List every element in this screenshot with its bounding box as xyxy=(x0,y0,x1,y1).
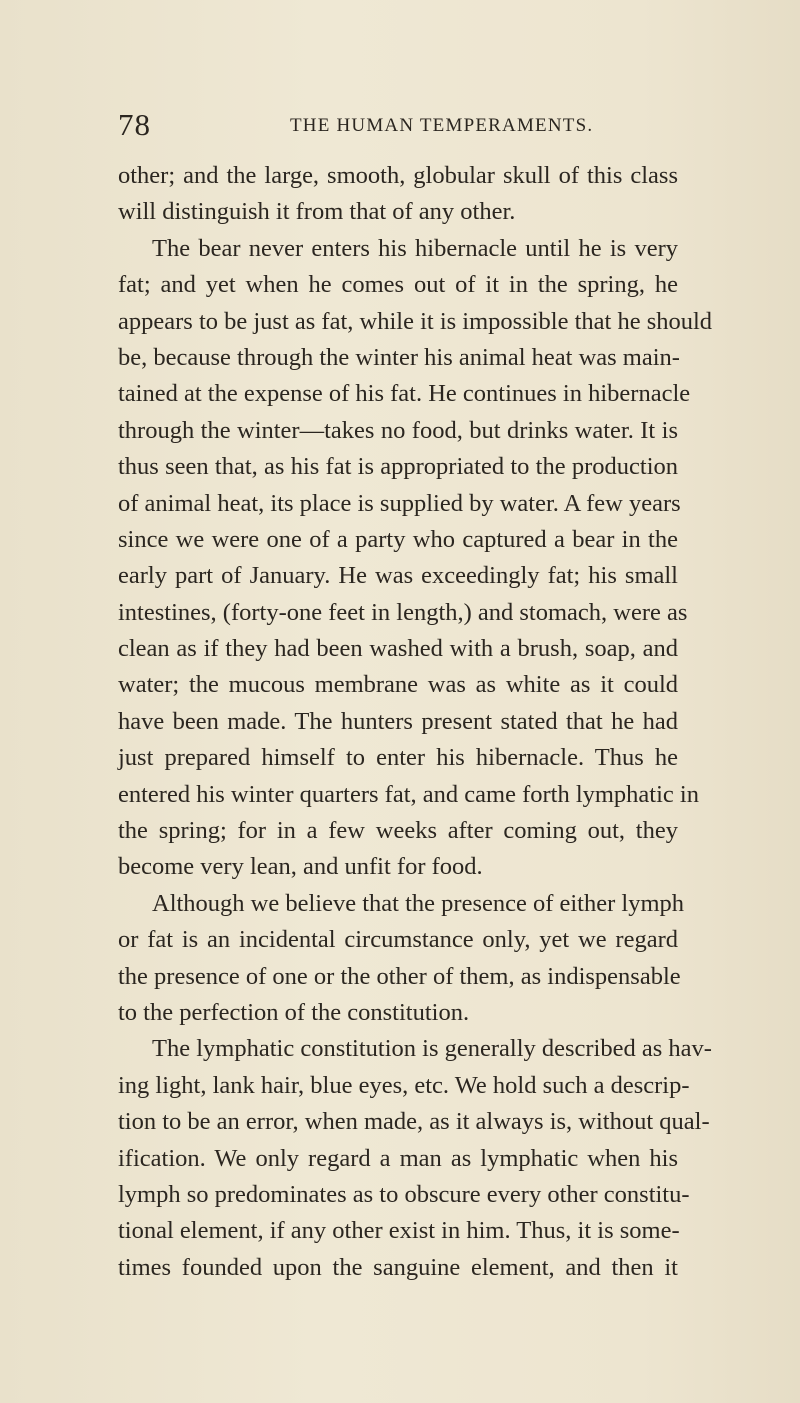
text-line: The bear never enters his hibernacle until he is very xyxy=(152,234,678,262)
text-line: times founded upon the sanguine element, and then it xyxy=(118,1253,678,1281)
text-line: lymph so predominates as to obscure every other constitu- xyxy=(118,1180,690,1208)
text-line: will distinguish it from that of any other. xyxy=(118,198,516,226)
page-header xyxy=(118,108,678,142)
text-line: thus seen that, as his fat is appropriated to the production xyxy=(118,453,678,481)
text-line: since we were one of a party who captured a bear in the xyxy=(118,525,678,553)
text-line: entered his winter quarters fat, and came forth lymphatic in xyxy=(118,780,699,808)
text-line: become very lean, and unfit for food. xyxy=(118,853,483,881)
text-line: Although we believe that the presence of either lymph xyxy=(152,889,685,917)
text-line: have been made. The hunters present stated that he had xyxy=(118,707,678,735)
text-line: tional element, if any other exist in him. Thus, it is some- xyxy=(118,1217,680,1245)
text-line: clean as if they had been washed with a brush, soap, and xyxy=(118,635,678,663)
text-line: to the perfection of the constitution. xyxy=(118,998,470,1026)
page-number: 78 xyxy=(118,107,151,142)
text-line: or fat is an incidental circumstance only, yet we regard xyxy=(118,926,678,954)
text-line: of animal heat, its place is supplied by water. A few years xyxy=(118,489,681,517)
text-line: the presence of one or the other of them, as indispensable xyxy=(118,962,681,990)
text-line: ing light, lank hair, blue eyes, etc. We hold such a descrip- xyxy=(118,1071,690,1099)
text-line: be, because through the winter his animal heat was main- xyxy=(118,343,680,371)
text-line: The lymphatic constitution is generally described as hav- xyxy=(152,1035,712,1063)
text-line: tained at the expense of his fat. He continues in hibernacle xyxy=(118,380,691,408)
text-line: intestines, (forty-one feet in length,) and stomach, were as xyxy=(118,598,688,626)
text-line: just prepared himself to enter his hibernacle. Thus he xyxy=(118,744,678,772)
text-line: the spring; for in a few weeks after coming out, they xyxy=(118,817,678,845)
text-line: fat; and yet when he comes out of it in the spring, he xyxy=(118,271,678,299)
text-line: early part of January. He was exceedingly fat; his small xyxy=(118,562,678,590)
text-line: tion to be an error, when made, as it always is, without qual- xyxy=(118,1108,710,1136)
body-text xyxy=(118,158,713,1286)
running-title: THE HUMAN TEMPERAMENTS. xyxy=(290,115,594,136)
text-line: other; and the large, smooth, globular skull of this class xyxy=(118,162,678,189)
text-line: appears to be just as fat, while it is impossible that he should xyxy=(118,307,713,335)
text-line: ification. We only regard a man as lymphatic when his xyxy=(118,1144,678,1172)
text-line: water; the mucous membrane was as white as it could xyxy=(118,671,678,699)
text-line: through the winter—takes no food, but drinks water. It is xyxy=(118,416,678,444)
